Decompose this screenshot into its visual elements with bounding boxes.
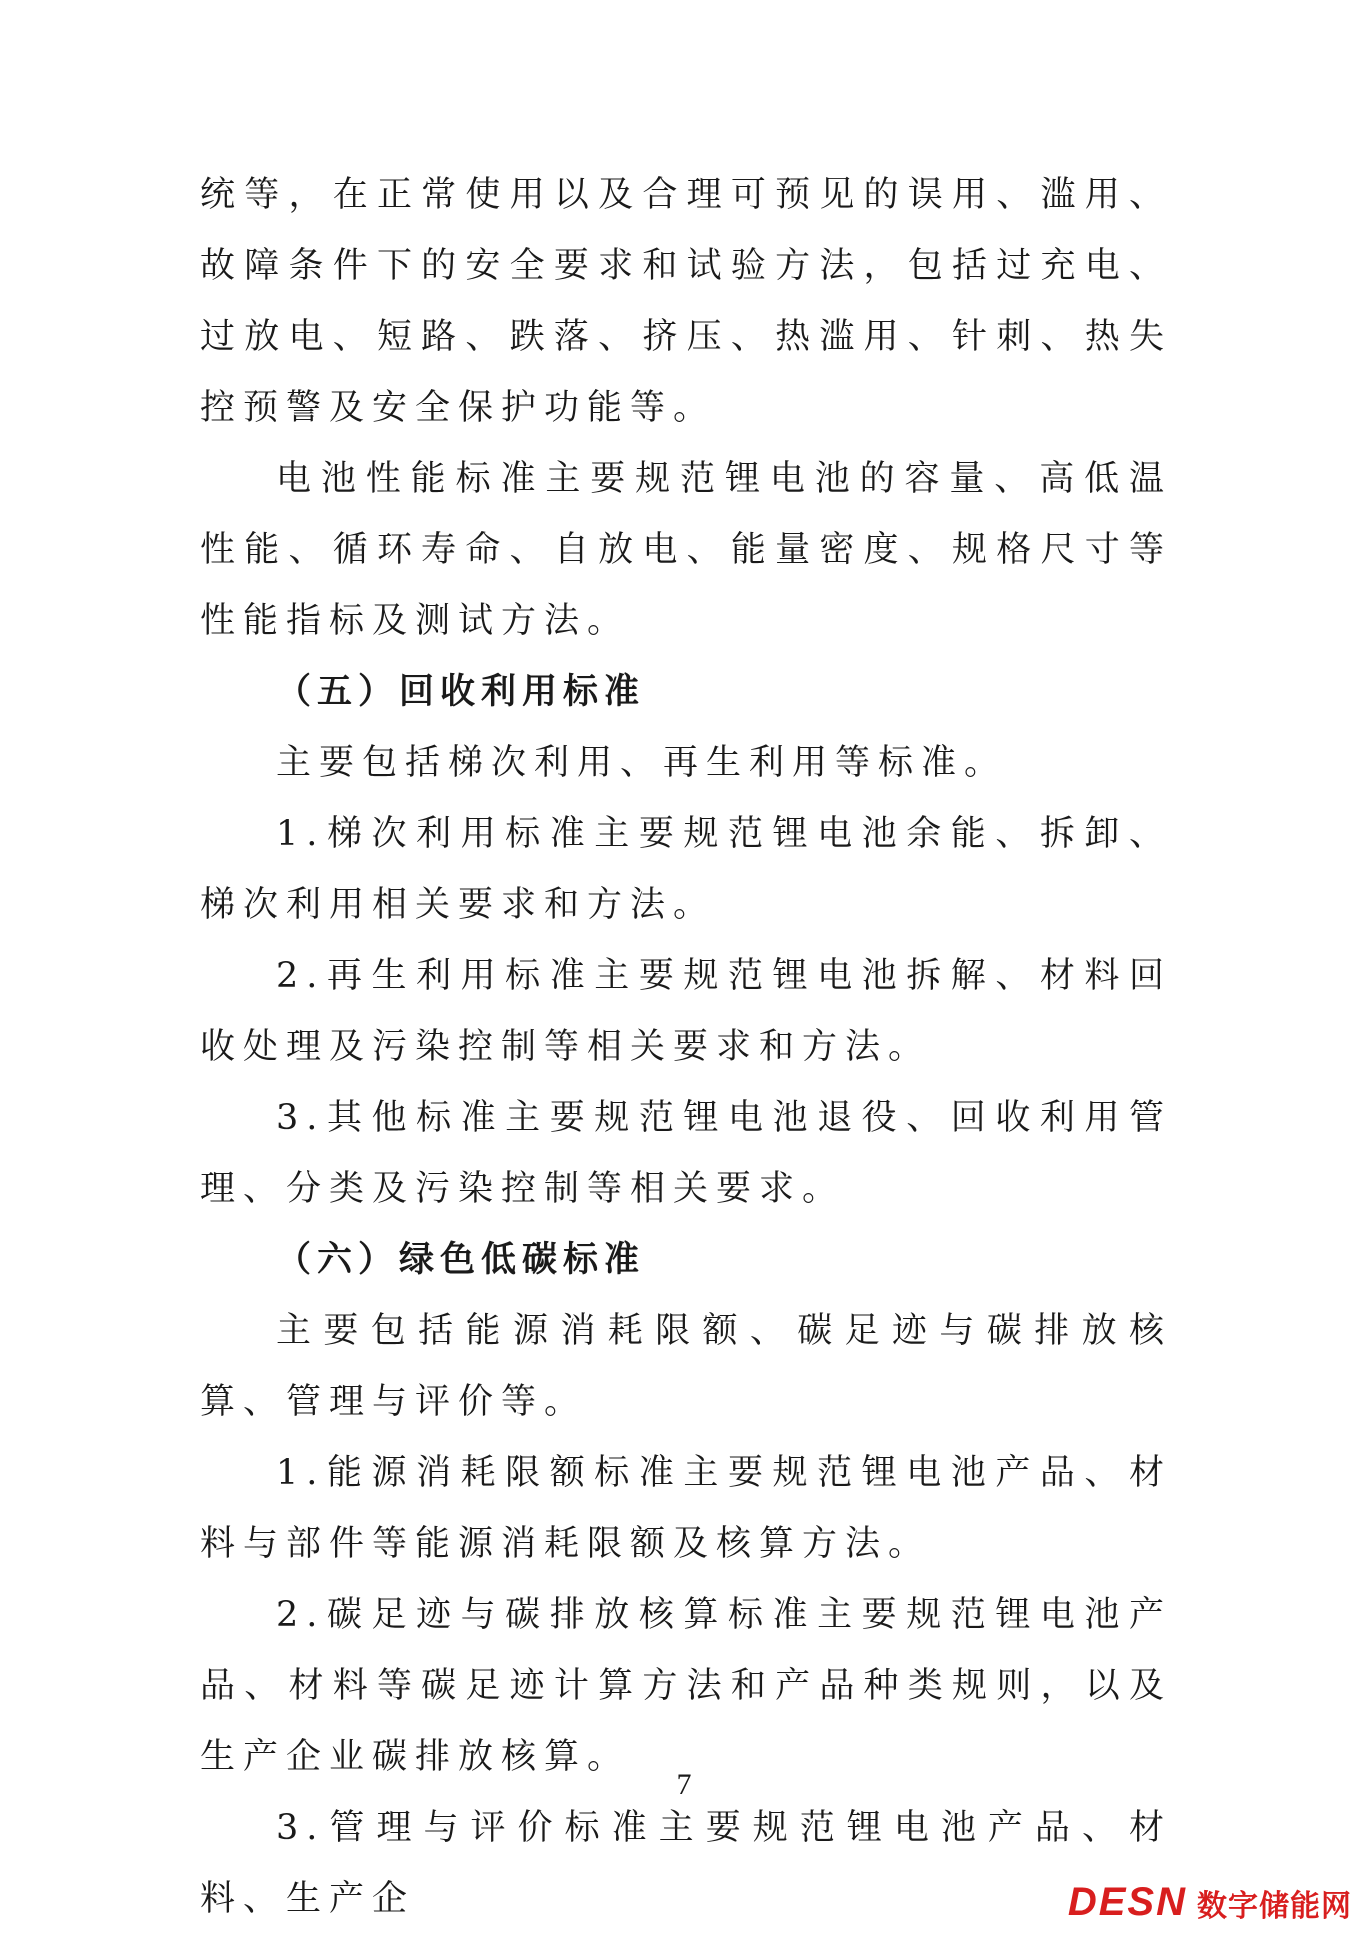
paragraph-battery-performance: 电池性能标准主要规范锂电池的容量、高低温性能、循环寿命、自放电、能量密度、规格尺寸等性能指标及测试方法。 [200, 459, 1172, 641]
section-heading-recycling: （五）回收利用标准 [276, 672, 646, 712]
watermark-logo: DESN [1067, 1880, 1187, 1924]
watermark [1068, 1880, 1352, 1925]
paragraph-other-standards: 3.其他标准主要规范锂电池退役、回收利用管理、分类及污染控制等相关要求。 [200, 1098, 1172, 1209]
paragraph-safety-continued: 统等，在正常使用以及合理可预见的误用、滥用、故障条件下的安全要求和试验方法，包括过充电、过放电、短路、跌落、挤压、热滥用、针刺、热失控预警及安全保护功能等。 [200, 175, 1172, 428]
paragraph-management-evaluation: 3.管理与评价标准主要规范锂电池产品、材料、生产企 [200, 1808, 1172, 1919]
paragraph-recycling-intro: 主要包括梯次利用、再生利用等标准。 [276, 743, 1008, 783]
paragraph-regeneration: 2.再生利用标准主要规范锂电池拆解、材料回收处理及污染控制等相关要求和方法。 [200, 956, 1172, 1067]
paragraph-cascade-utilization: 1.梯次利用标准主要规范锂电池余能、拆卸、梯次利用相关要求和方法。 [200, 814, 1172, 925]
page-number: 7 [676, 1768, 692, 1801]
paragraph-green-intro: 主要包括能源消耗限额、碳足迹与碳排放核算、管理与评价等。 [200, 1311, 1172, 1422]
section-heading-green-low-carbon: （六）绿色低碳标准 [276, 1240, 646, 1280]
paragraph-energy-consumption: 1.能源消耗限额标准主要规范锂电池产品、材料与部件等能源消耗限额及核算方法。 [200, 1453, 1172, 1564]
watermark-text: 数字储能网 [1197, 1888, 1352, 1924]
document-body [200, 160, 1172, 1935]
paragraph-carbon-footprint: 2.碳足迹与碳排放核算标准主要规范锂电池产品、材料等碳足迹计算方法和产品种类规则，以及生产企业碳排放核算。 [200, 1595, 1172, 1777]
